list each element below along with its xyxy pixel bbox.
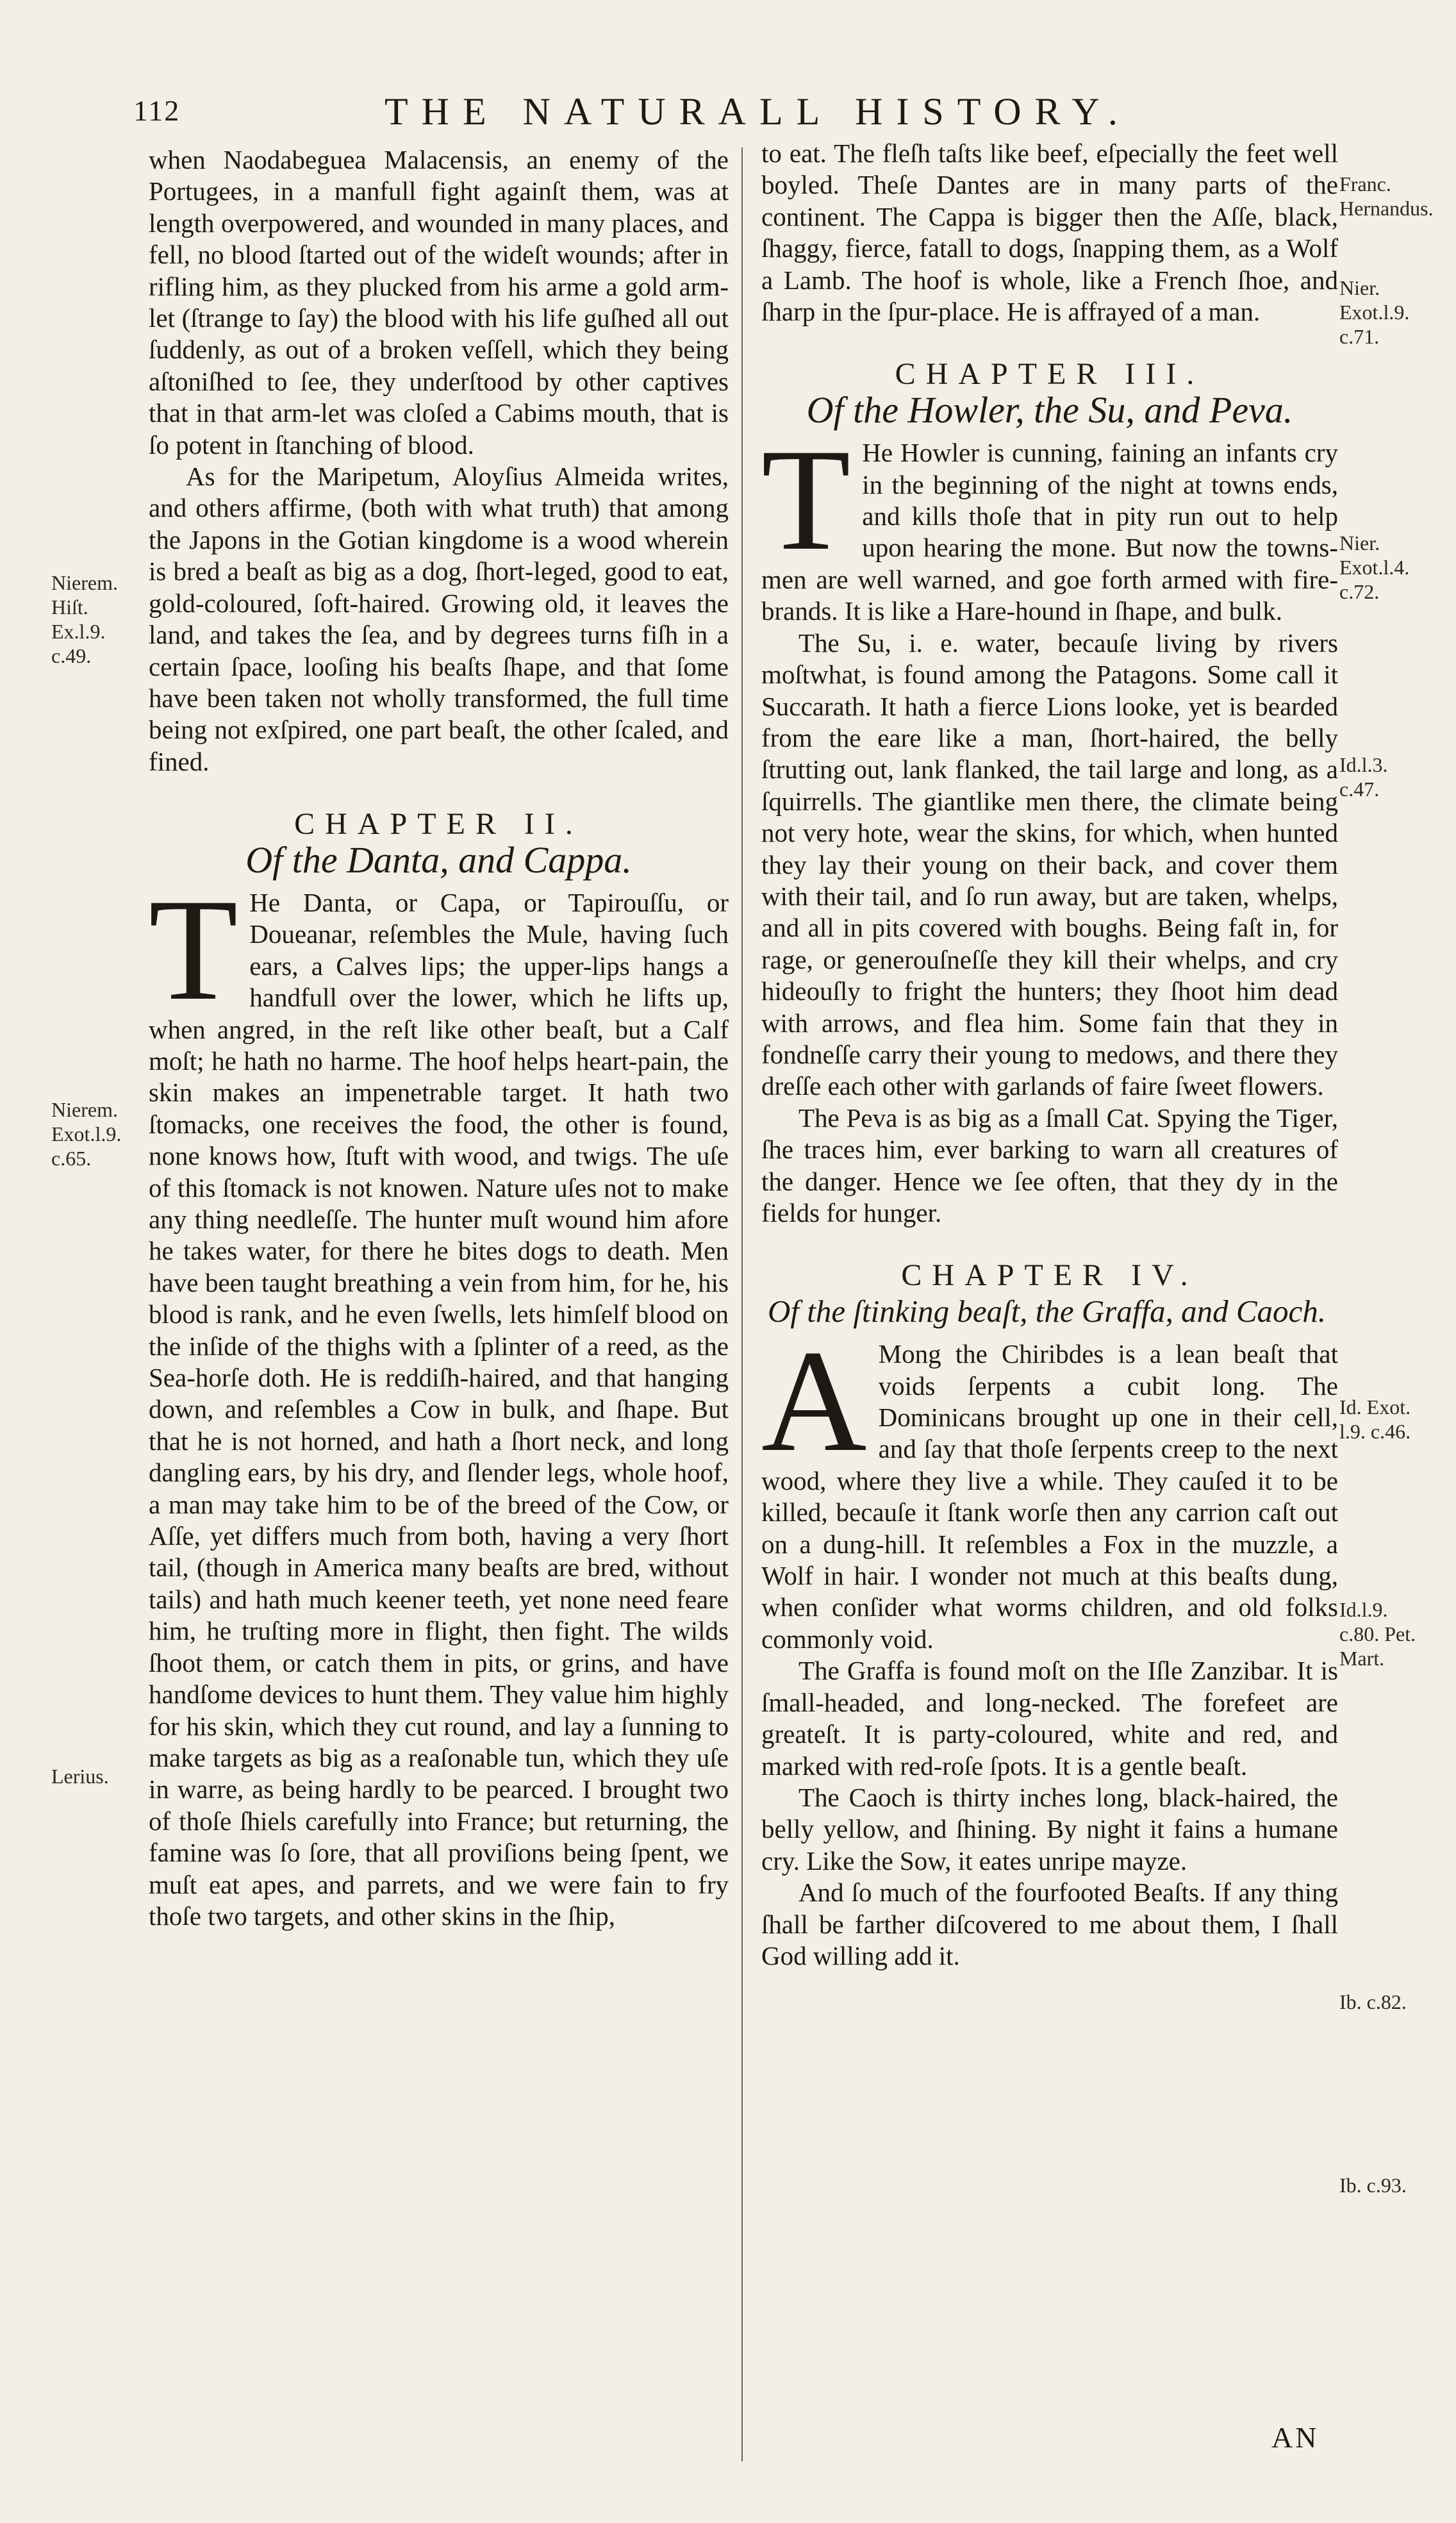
drop-capital: A — [761, 1320, 867, 1483]
running-title: THE NATURALL HISTORY. — [385, 90, 1131, 133]
drop-capital: T — [761, 419, 851, 581]
right-column — [761, 138, 1338, 1972]
margin-note: Franc. Hernandus. — [1339, 172, 1434, 220]
margin-note: Nier. Exot.l.4. c.72. — [1339, 531, 1410, 603]
chapter-heading: CHAPTER III. — [895, 357, 1205, 392]
chapter-heading: CHAPTER IV. — [901, 1258, 1198, 1293]
paragraph — [761, 1320, 1338, 1655]
catchword: AN — [1271, 2421, 1320, 2454]
paragraph — [149, 869, 729, 1932]
margin-note: Nier. Exot.l.9. c.71. — [1339, 276, 1410, 348]
paragraph: As for the Maripetum, Aloyſius Almeida writes, and others affirme, (both with what truth) that among the Japons in the Gotian kingdome is a wood wherein is bred a beaſt as big as a dog, ſhort-leged, good to eat, gold-coloured, ſoft-haired. Growing old, it leaves the land, and takes the ſea, and by degrees turns fiſh in a certain ſpace, looſing his beaſts ſhape, and that ſome have been taken not wholly transformed, the full time being not exſpired, one part beaſt, the other ſcaled, and fined. — [149, 462, 729, 776]
margin-note: Nierem. Exot.l.9. c.65. — [51, 1098, 122, 1170]
paragraph — [761, 419, 1338, 627]
margin-note: Id.l.3. c.47. — [1339, 753, 1388, 801]
left-column — [149, 144, 729, 1932]
page-number: 112 — [133, 94, 181, 127]
margin-note: Lerius. — [51, 1765, 109, 1788]
chapter-title: Of the ſtinking beaſt, the Graffa, and Caoch. — [768, 1293, 1327, 1329]
paragraph: to eat. The fleſh taſts like beef, eſpecially the feet well boyled. Theſe Dantes are in many parts of the continent. The Cappa is bigger then the Aſſe, black, ſhaggy, fierce, fatall to dogs, ſnapping them, as a Wolf a Lamb. The hoof is whole, like a French ſhoe, and ſharp in the ſpur-place. He is affrayed of a man. — [761, 138, 1338, 327]
column-divider — [741, 147, 743, 2461]
margin-note: Id. Exot. l.9. c.46. — [1339, 1395, 1411, 1443]
margin-note: Nierem. Hiſt. Ex.l.9. c.49. — [51, 571, 118, 667]
margin-note: Ib. c.93. — [1339, 2174, 1407, 2197]
paragraph-text: He Danta, or Capa, or Tapirouſſu, or Doueanar, reſembles the Mule, having ſuch ears, a Calves lips; the upper-lips hangs a handfull over the lower, which he lifts up, when angred, in the reſt like other beaſt, but a Calf moſt; he hath no harme. The hoof helps heart-pain, the skin makes an impenetrable target. It hath two ſtomacks, one receives the food, the other is found, none knows how, ſtuft with wood, and twigs. The uſe of this ſtomack is not knowen. Nature uſes not to make any thing needleſſe. The hunter muſt wound him afore he takes water, for there he bites dogs to death. Men have been taught breathing a vein from him, for he, his blood is rank, and he even ſwells, lets himſelf blood on the inſide of the thighs with a ſplinter of a reed, as the Sea-horſe doth. He is reddiſh-haired, and that hanging down, and reſembles a Cow in bulk, and ſhape. But that he is not horned, and hath a ſhort neck, and long dangling ears, by his dry, and ſlender legs, whole hoof, a man may take him to be of the breed of the Cow, or Aſſe, yet differs much from both, having a very ſhort tail, (though in America many beaſts are bred, without tails) and hath much keener teeth, yet none need feare him, he truſting more in flight, then fight. The wilds ſhoot them, or catch them in pits, or grins, and have handſome devices to hunt them. They value him highly for his skin, which they cut round, and lay a ſunning to make targets as big as a reaſonable tun, which they uſe in warre, as being hardly to be pearced. I brought two of thoſe ſhiels carefully into France; but returning, the famine was ſo ſore, that all proviſions being ſpent, we muſt eat apes, and parrets, and we were fain to fry thoſe two targets, and other skins in the ſhip, — [149, 887, 729, 1931]
paragraph: And ſo much of the fourfooted Beaſts. If any thing ſhall be farther diſcovered to me about them, I ſhall God willing add it. — [761, 1878, 1338, 1970]
chapter-title: Of the Danta, and Cappa. — [245, 838, 632, 881]
paragraph: when Naodabeguea Malacensis, an enemy of the Portugees, in a manfull fight againſt them, was at length overpowered, and wounded in many places, and fell, no blood ſtarted out of the wideſt wounds; after in rifling him, as they plucked from his arme a gold arm-let (ſtrange to ſay) the blood with his life guſhed all out ſuddenly, as out of a broken veſſell, which they being aſtoniſhed to ſee, they underſtood by other captives that in that arm-let was cloſed a Cabims mouth, that is ſo potent in ſtanching of blood. — [149, 145, 729, 460]
paragraph: The Graffa is found moſt on the Iſle Zanzibar. It is ſmall-headed, and long-necked. The forefeet are greateſt. It is party-coloured, white and red, and marked with red-roſe ſpots. It is a gentle beaſt. — [761, 1656, 1338, 1781]
paragraph-text: Mong the Chiribdes is a lean beaſt that voids ſerpents a cubit long. The Dominicans brought up one in their cell, and ſay that thoſe ſerpents creep to the next wood, where they live a while. They cauſed it to be killed, becauſe it ſtank worſe then any carrion caſt out on a dung-hill. It reſembles a Fox in the muzzle, a Wolf in hair. I wonder not much at this beaſts dung, when conſider what worms children, and old folks commonly void. — [761, 1339, 1338, 1654]
paragraph: The Peva is as big as a ſmall Cat. Spying the Tiger, ſhe traces him, ever barking to warn all creatures of the danger. Hence we ſee often, that they dy in the fields for hunger. — [761, 1103, 1338, 1228]
paragraph: The Su, i. e. water, becauſe living by rivers moſtwhat, is found among the Patagons. Some call it Succarath. It hath a fierce Lions looke, yet is bearded from the eare like a man, ſhort-haired, the belly ſtrutting out, lank flanked, the tail large and long, as a ſquirrells. The giantlike men there, the climate being not very hote, wear the skins, for which, when hunted they lay their young on their back, and cover them with their tail, and ſo run away, but are taken, whelps, and all in pits covered with boughs. Being faſt in, for rage, or generouſneſſe they kill their whelps, and cry hideouſly to fright the hunters; they ſhoot him dead with arrows, and flea him. Some fain that they in fondneſſe carry their young to medows, and there they dreſſe each other with garlands of faire ſweet flowers. — [761, 628, 1338, 1101]
drop-capital: T — [149, 869, 238, 1031]
margin-note: Id.l.9. c.80. Pet. Mart. — [1339, 1598, 1416, 1670]
paragraph: The Caoch is thirty inches long, black-haired, the belly yellow, and ſhining. By night it fains a humane cry. Like the Sow, it eates unripe mayze. — [761, 1782, 1338, 1876]
chapter-title: Of the Howler, the Su, and Peva. — [806, 388, 1293, 431]
chapter-heading: CHAPTER II. — [294, 807, 583, 842]
margin-note: Ib. c.82. — [1339, 1990, 1407, 2013]
paragraph-text: He Howler is cunning, faining an infants cry in the beginning of the night at towns ends, and kills thoſe that in pity run out to help upon hearing the mone. But now the towns-men are well warned, and goe forth armed with fire-brands. It is like a Hare-hound in ſhape, and bulk. — [761, 438, 1338, 626]
